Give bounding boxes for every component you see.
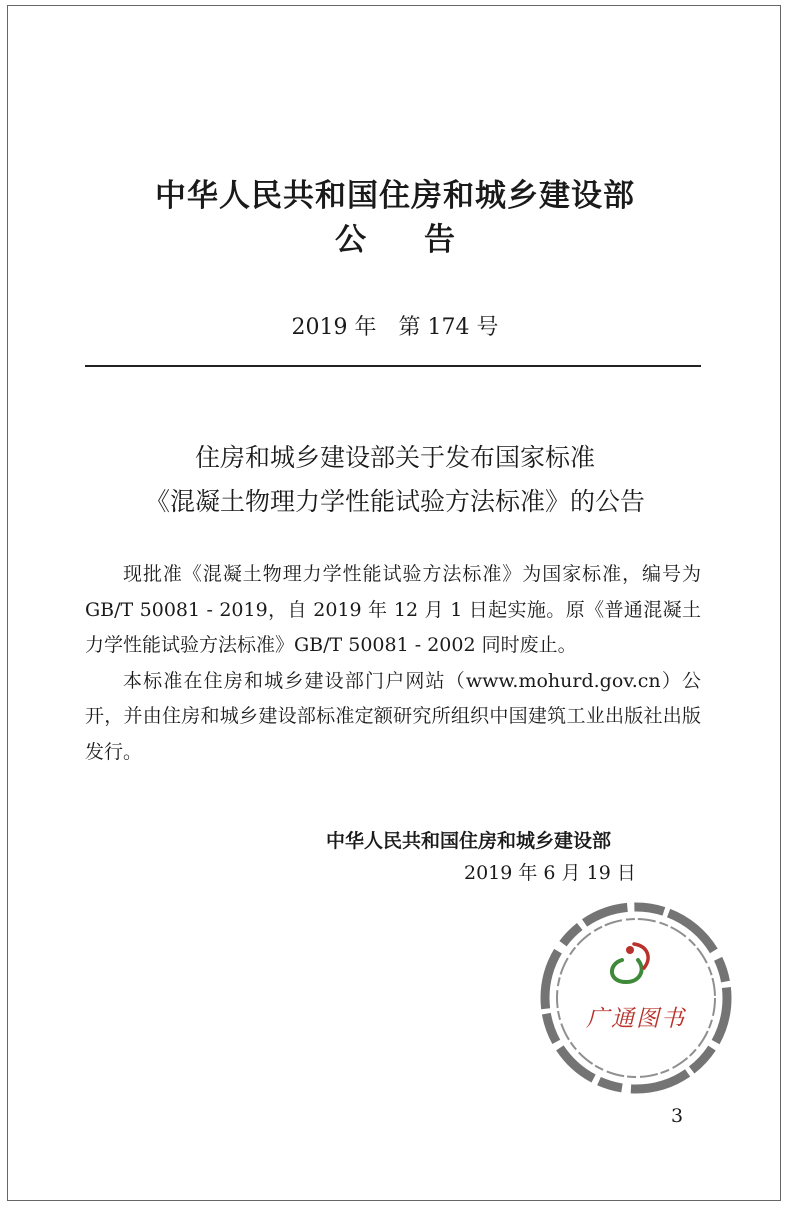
ministry-heading: 中华人民共和国住房和城乡建设部 (155, 178, 635, 214)
document-type-heading (0, 220, 790, 260)
doc-type-char-1: 公 (335, 222, 366, 258)
stamp-outer-ring (545, 907, 727, 1089)
page-number: 3 (671, 1105, 684, 1127)
body-paragraph-2: 本标准在住房和城乡建设部门户网站（www.mohurd.gov.cn）公开，并由住房和城乡建设部标准定额研究所组织中国建筑工业出版社出版发行。 (85, 669, 701, 763)
notice-body (85, 557, 701, 770)
doc-number-serial: 第 174 号 (398, 315, 499, 340)
signature-organization: 中华人民共和国住房和城乡建设部 (326, 830, 612, 852)
stamp-logo-icon (612, 944, 648, 982)
notice-title (0, 436, 790, 524)
notice-title-line-1: 住房和城乡建设部关于发布国家标准 (194, 443, 595, 472)
stamp-logo-dot (626, 946, 634, 954)
signature-date: 2019 年 6 月 19 日 (464, 862, 636, 884)
stamp-graphic (536, 898, 736, 1098)
doc-type-char-2: 告 (424, 222, 455, 258)
header-divider (85, 365, 701, 367)
document-number (0, 313, 790, 343)
stamp-text: 广通图书 (586, 1006, 686, 1032)
publisher-stamp (536, 898, 736, 1098)
notice-title-line-2: 《混凝土物理力学性能试验方法标准》的公告 (144, 487, 645, 516)
stamp-logo-swirl (612, 960, 642, 982)
body-paragraph-1: 现批准《混凝土物理力学性能试验方法标准》为国家标准，编号为 GB/T 50081 - 2019，自 2019 年 12 月 1 日起实施。原《普通混凝土力学性能试验方法标准》GB/T 50081 - 2002 同时废止。 (85, 563, 701, 656)
doc-number-year: 2019 年 (291, 315, 377, 340)
